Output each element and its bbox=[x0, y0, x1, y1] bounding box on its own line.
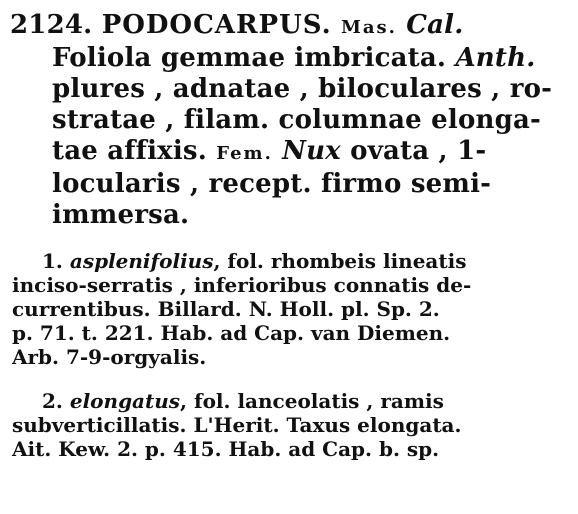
species-entry bbox=[10, 389, 564, 461]
genus-text-line: locularis , recept. firmo semi- bbox=[52, 169, 492, 199]
species-first-line bbox=[12, 249, 564, 273]
genus-text-line: plures , adnatae , biloculares , ro- bbox=[52, 74, 553, 104]
mas-label: Mas. bbox=[340, 17, 397, 38]
calyx-abbrev: Cal. bbox=[406, 10, 464, 40]
species-text-line: inciso-serratis , inferioribus connatis de- bbox=[12, 273, 472, 297]
genus-text: tae affixis. bbox=[52, 136, 208, 166]
nux-word: Nux bbox=[282, 136, 341, 166]
species-text: , fol. rhombeis lineatis bbox=[213, 249, 467, 273]
anthera-abbrev: Anth. bbox=[455, 43, 536, 73]
species-text-line: subverticillatis. L'Herit. Taxus elongata. bbox=[12, 413, 462, 437]
species-text-line: Ait. Kew. 2. p. 415. Hab. ad Cap. b. sp. bbox=[12, 437, 440, 461]
species-entry bbox=[10, 249, 564, 369]
species-text-line: Arb. 7-9-orgyalis. bbox=[12, 345, 207, 369]
genus-text-line bbox=[10, 43, 564, 74]
fem-label: Fem. bbox=[216, 143, 273, 164]
species-number: 1. bbox=[42, 249, 63, 273]
species-name: elongatus bbox=[69, 389, 181, 413]
species-text: , fol. lanceolatis , ramis bbox=[180, 389, 444, 413]
species-name: asplenifolius bbox=[69, 249, 214, 273]
species-text-line: p. 71. t. 221. Hab. ad Cap. van Diemen. bbox=[12, 321, 451, 345]
genus-text-line: immersa. bbox=[52, 200, 190, 230]
genus-text: Foliola gemmae imbricata. bbox=[52, 43, 447, 73]
genus-number: 2124. bbox=[10, 10, 93, 40]
genus-heading-line bbox=[10, 10, 564, 43]
genus-text-line: stratae , filam. columnae elonga- bbox=[52, 105, 542, 135]
species-number: 2. bbox=[42, 389, 63, 413]
genus-description bbox=[10, 10, 564, 231]
genus-text-line bbox=[10, 136, 564, 169]
species-first-line bbox=[12, 389, 564, 413]
genus-name: PODOCARPUS. bbox=[101, 10, 332, 40]
genus-text: ovata , 1- bbox=[350, 136, 487, 166]
species-text-line: currentibus. Billard. N. Holl. pl. Sp. 2. bbox=[12, 297, 440, 321]
